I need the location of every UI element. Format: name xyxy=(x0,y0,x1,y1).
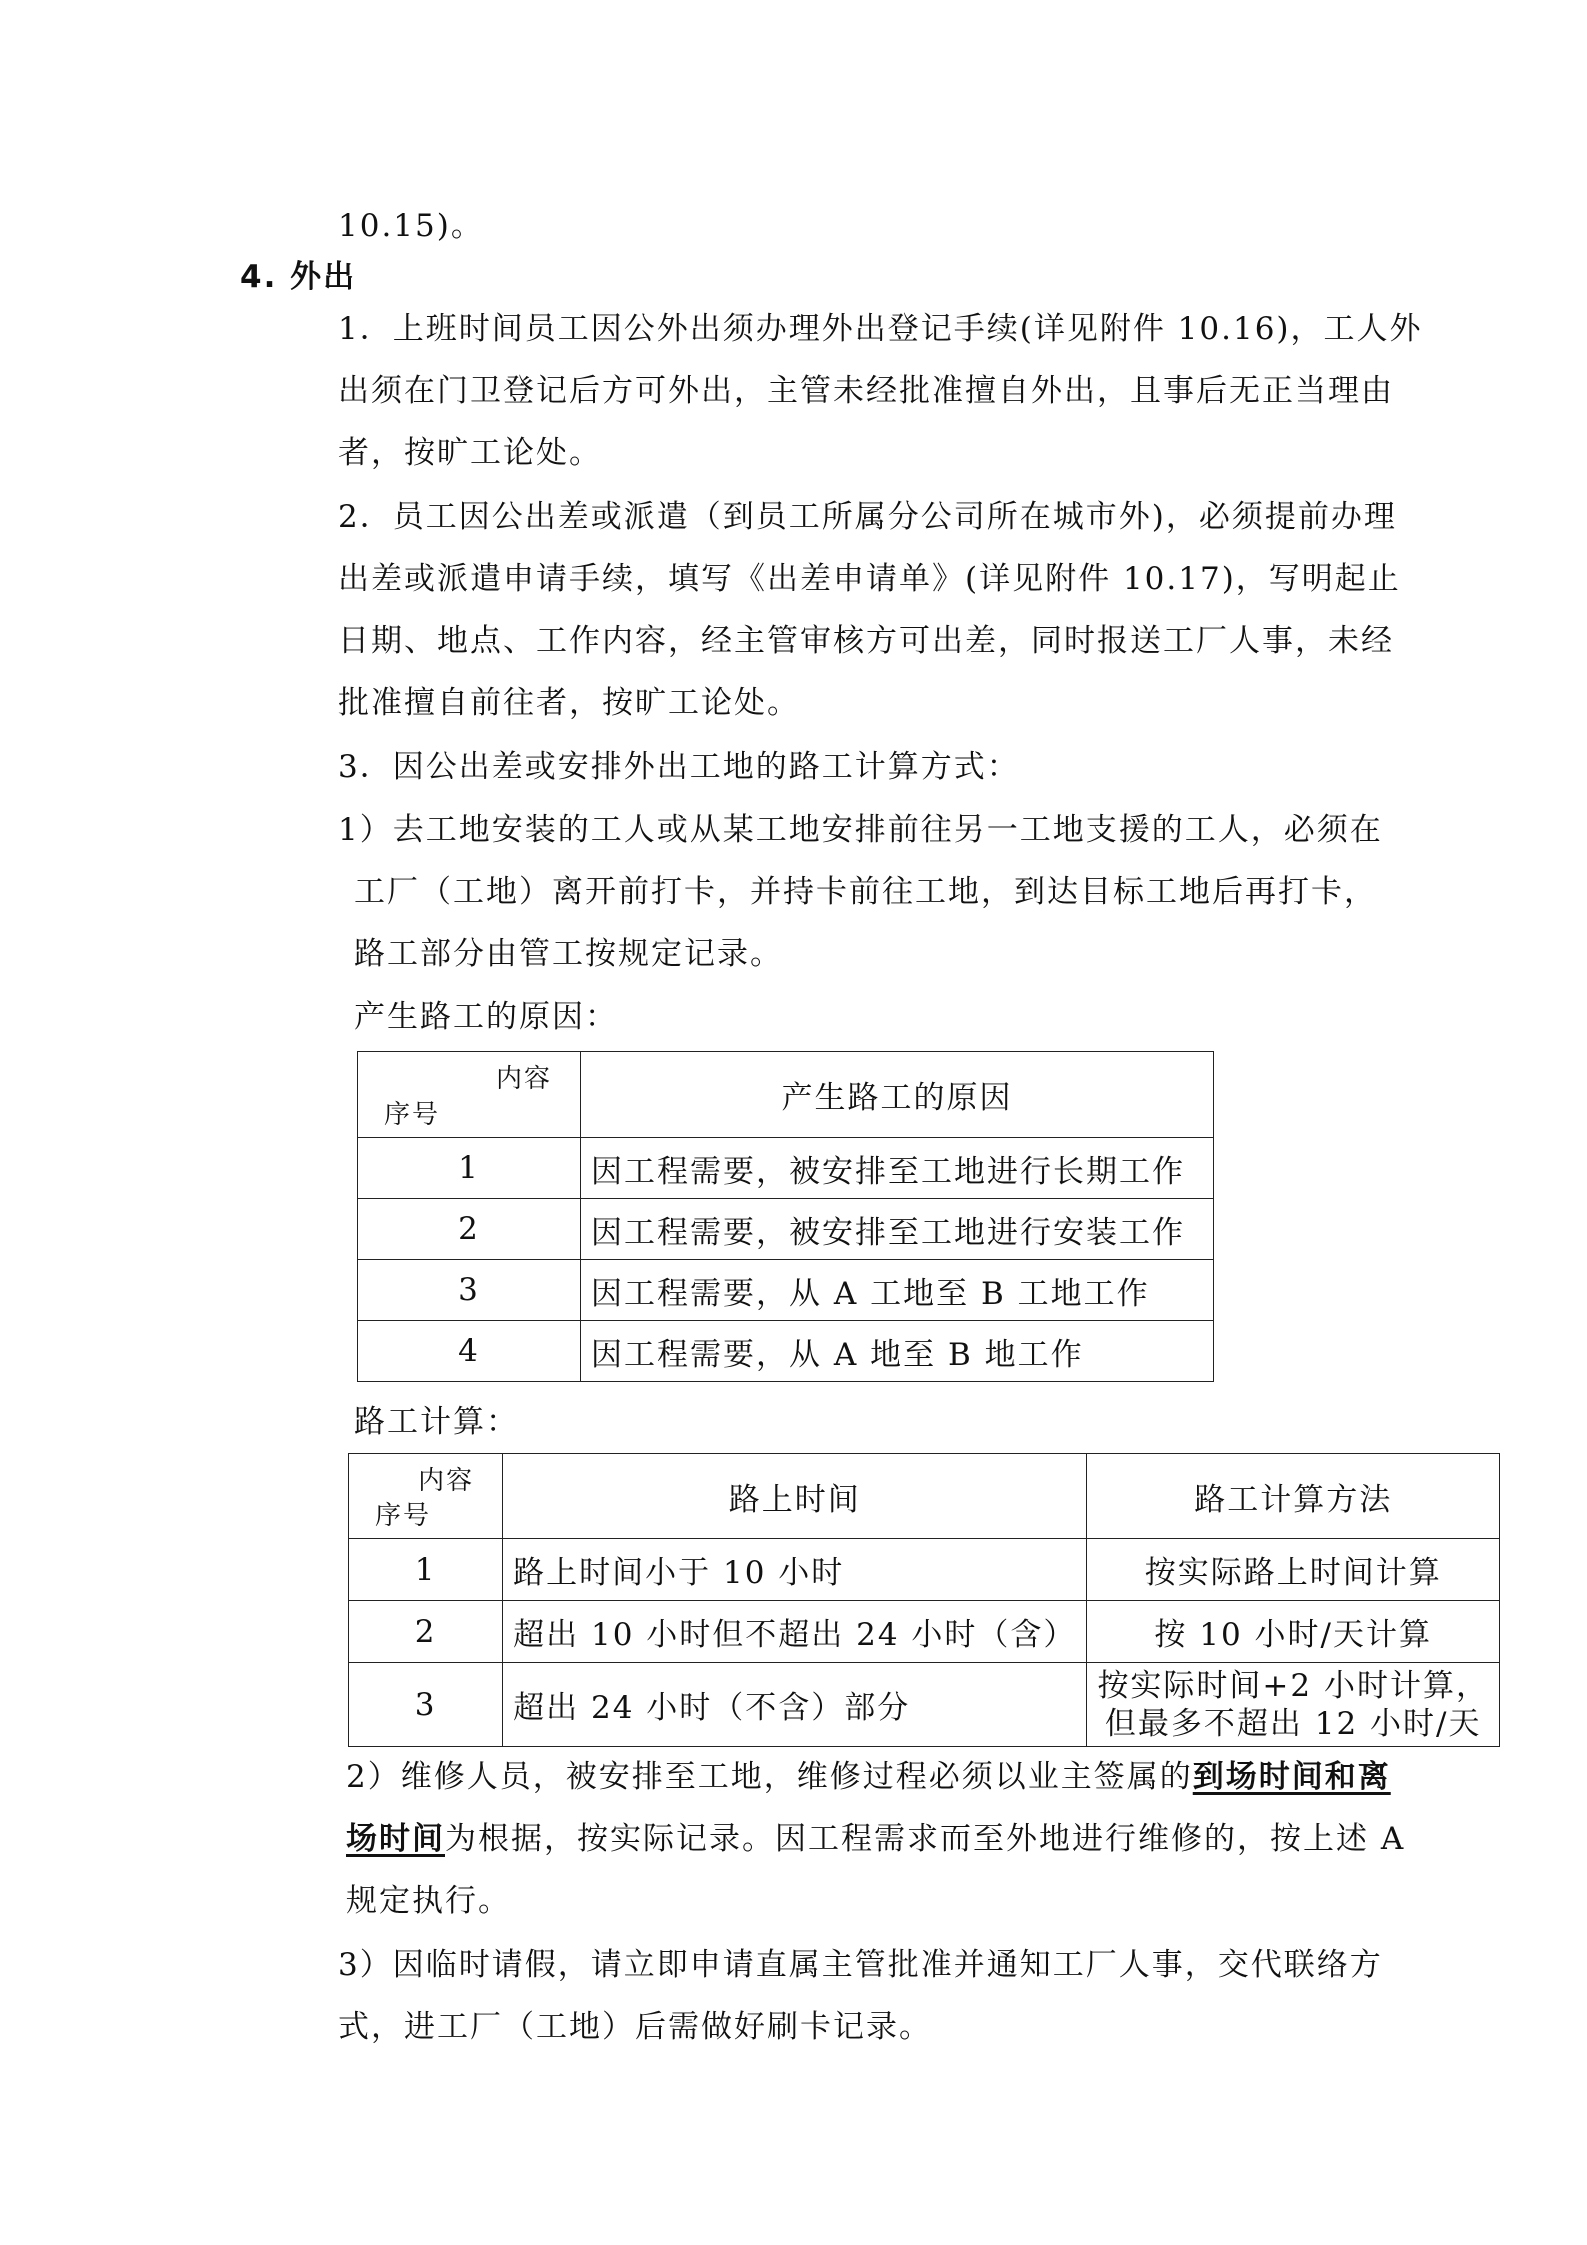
section-title: 外出 xyxy=(290,259,357,295)
item3-text: 3．因公出差或安排外出工地的路工计算方式： xyxy=(338,749,1020,785)
corner-cell xyxy=(358,1052,581,1138)
item1-line3: 者，按旷工论处。 xyxy=(338,435,602,471)
table-row xyxy=(349,1663,1500,1747)
row-time: 超出 24 小时（不含）部分 xyxy=(503,1663,1087,1747)
row-number: 2 xyxy=(349,1601,503,1663)
row-number: 1 xyxy=(349,1539,503,1601)
sub1-line2: 工厂（工地）离开前打卡，并持卡前往工地，到达目标工地后再打卡， xyxy=(354,874,1377,910)
section-number: 4. xyxy=(240,259,278,295)
sub1-line1: 1）去工地安装的工人或从某工地安排前往另一工地支援的工人，必须在 xyxy=(338,812,1383,848)
table-row xyxy=(349,1601,1500,1663)
row-number: 2 xyxy=(358,1199,581,1260)
reasons-caption: 产生路工的原因： xyxy=(354,999,618,1035)
table-row xyxy=(358,1138,1214,1199)
corner-cell xyxy=(349,1454,503,1539)
row-method-line1: 按实际时间+2 小时计算， xyxy=(1097,1667,1489,1704)
table-header-row xyxy=(349,1454,1500,1539)
section-heading xyxy=(240,257,356,297)
table-row xyxy=(358,1199,1214,1260)
sub2-text: 为根据，按实际记录。因工程需求而至外地进行维修的，按上述 A xyxy=(445,1821,1406,1857)
table-row xyxy=(349,1539,1500,1601)
sub3-line1: 3）因临时请假，请立即申请直属主管批准并通知工厂人事，交代联络方 xyxy=(338,1947,1383,1983)
sub1-line3: 路工部分由管工按规定记录。 xyxy=(354,936,783,972)
sub2-text: 2）维修人员，被安排至工地，维修过程必须以业主签属的 xyxy=(346,1759,1193,1795)
row-reason: 因工程需要，从 A 地至 B 地工作 xyxy=(581,1321,1214,1382)
corner-bottom-label: 序号 xyxy=(384,1100,441,1130)
row-method: 按实际路上时间计算 xyxy=(1087,1539,1500,1601)
table-row xyxy=(358,1321,1214,1382)
row-number: 4 xyxy=(358,1321,581,1382)
calc-table xyxy=(348,1453,1500,1747)
sub3-line2: 式，进工厂（工地）后需做好刷卡记录。 xyxy=(338,2009,932,2045)
continued-text: 10.15)。 xyxy=(338,208,484,244)
reasons-table xyxy=(357,1051,1214,1382)
item2-line4: 批准擅自前往者，按旷工论处。 xyxy=(338,685,800,721)
item2-line3: 日期、地点、工作内容，经主管审核方可出差，同时报送工厂人事，未经 xyxy=(338,623,1394,659)
header-reason: 产生路工的原因 xyxy=(581,1052,1214,1138)
sub2-line1 xyxy=(346,1757,1391,1797)
sub2-emphasis: 到场时间和离 xyxy=(1192,1759,1391,1795)
sub2-line2 xyxy=(346,1819,1405,1859)
row-reason: 因工程需要，被安排至工地进行长期工作 xyxy=(581,1138,1214,1199)
item1-line1: 1．上班时间员工因公外出须办理外出登记手续(详见附件 10.16)，工人外 xyxy=(338,311,1423,347)
header-method: 路工计算方法 xyxy=(1087,1454,1500,1539)
row-method: 按 10 小时/天计算 xyxy=(1087,1601,1500,1663)
table-row xyxy=(358,1260,1214,1321)
row-reason: 因工程需要，从 A 工地至 B 工地工作 xyxy=(581,1260,1214,1321)
sub2-line3: 规定执行。 xyxy=(346,1883,511,1919)
row-method xyxy=(1087,1663,1500,1747)
header-time: 路上时间 xyxy=(503,1454,1087,1539)
sub2-emphasis: 场时间 xyxy=(346,1821,445,1857)
row-time: 超出 10 小时但不超出 24 小时（含） xyxy=(503,1601,1087,1663)
calc-caption: 路工计算： xyxy=(354,1404,519,1440)
item2-line1: 2．员工因公出差或派遣（到员工所属分公司所在城市外)，必须提前办理 xyxy=(338,499,1397,535)
table-header-row xyxy=(358,1052,1214,1138)
corner-bottom-label: 序号 xyxy=(375,1501,432,1531)
item1-line2: 出须在门卫登记后方可外出，主管未经批准擅自外出，且事后无正当理由 xyxy=(338,373,1394,409)
corner-top-label: 内容 xyxy=(418,1466,475,1496)
row-reason: 因工程需要，被安排至工地进行安装工作 xyxy=(581,1199,1214,1260)
row-number: 3 xyxy=(358,1260,581,1321)
row-number: 1 xyxy=(358,1138,581,1199)
row-number: 3 xyxy=(349,1663,503,1747)
corner-top-label: 内容 xyxy=(495,1064,552,1094)
row-time: 路上时间小于 10 小时 xyxy=(503,1539,1087,1601)
item2-line2: 出差或派遣申请手续，填写《出差申请单》(详见附件 10.17)，写明起止 xyxy=(338,561,1401,597)
row-method-line2: 但最多不超出 12 小时/天 xyxy=(1104,1705,1482,1742)
